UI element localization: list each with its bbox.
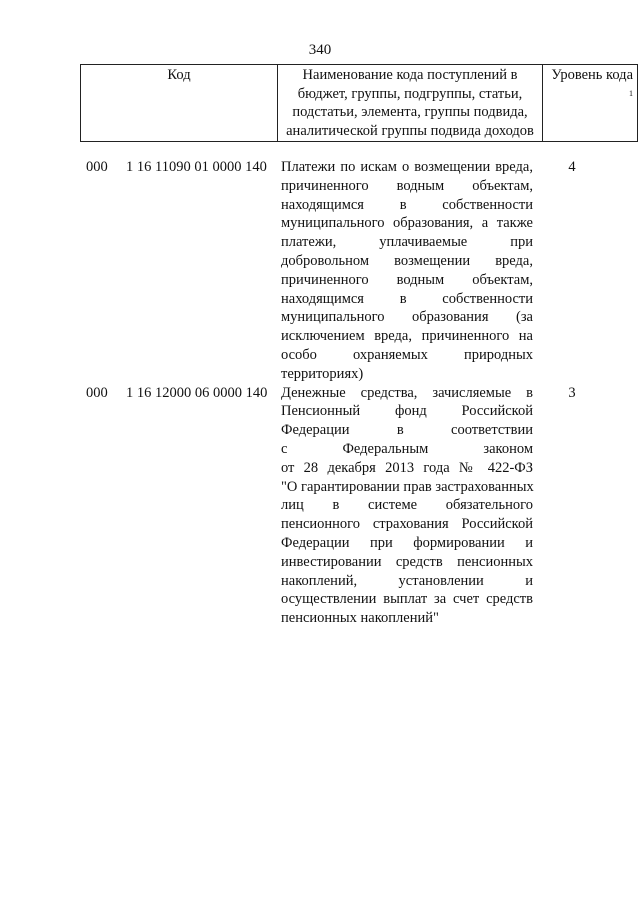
income-name	[281, 384, 533, 628]
income-name-line: накоплений, установлении и	[281, 572, 533, 589]
income-name-line: исключением вреда, причиненного на	[281, 328, 533, 345]
table-row	[80, 384, 610, 628]
income-name-line: Платежи по искам о возмещении вреда,	[281, 159, 533, 175]
income-name-line: инвестировании средств пенсионных	[281, 553, 533, 570]
income-name-line: пенсионного страхования Российской	[281, 516, 533, 533]
income-name	[281, 158, 533, 384]
income-name-line: платежи, уплачиваемые при	[281, 234, 533, 251]
income-name-line: от 28 декабря 2013 года № 422-ФЗ	[281, 459, 533, 476]
header-name-label: Наименование кода поступлений в бюджет, группы, подгруппы, статьи, подстатьи, элемента, группы подвида, аналитической группы подвида доходов	[286, 67, 534, 139]
income-name-line: территориях)	[281, 365, 364, 382]
income-name-line: пенсионных накоплений"	[281, 610, 439, 627]
header-level	[543, 65, 638, 142]
code-level: 3	[568, 384, 576, 401]
income-name-line: причиненного водным объектам,	[281, 271, 533, 288]
income-name-line: муниципального образования, а также	[281, 215, 533, 232]
admin-code: 000	[86, 159, 108, 175]
income-name-line: муниципального образования (за	[281, 309, 533, 326]
header-name	[278, 65, 543, 142]
income-name-line: Федерации при формировании и	[281, 534, 533, 551]
income-name-line: с Федеральным законом	[281, 440, 533, 457]
table-row	[80, 158, 610, 384]
budget-code: 1 16 11090 01 0000 140	[126, 159, 267, 175]
income-name-line: Денежные средства, зачисляемые в	[281, 384, 533, 401]
table-body	[80, 158, 610, 628]
income-name-line: находящимся в собственности	[281, 290, 533, 307]
code-level: 4	[568, 159, 576, 175]
income-name-line: осуществлении выплат за счет средств	[281, 591, 533, 608]
budget-code: 1 16 12000 06 0000 140	[126, 384, 268, 401]
page-number: 340	[308, 42, 332, 58]
header-code	[81, 65, 278, 142]
income-name-line: особо охраняемых природных	[281, 346, 533, 363]
admin-code: 000	[86, 384, 108, 401]
income-name-line: Федерации в соответствии	[281, 422, 533, 439]
income-name-line: находящимся в собственности	[281, 196, 533, 213]
header-level-label: Уровень кода	[551, 67, 633, 83]
footnote-marker: 1	[629, 88, 633, 98]
income-name-line: лиц в системе обязательного	[281, 497, 533, 514]
table-header	[80, 64, 638, 142]
income-name-line: Пенсионный фонд Российской	[281, 403, 533, 420]
header-code-label: Код	[167, 67, 191, 83]
income-name-line: причиненного водным объектам,	[281, 177, 533, 194]
income-name-line: "О гарантировании прав застрахованных	[281, 478, 534, 495]
income-name-line: добровольном возмещении вреда,	[281, 252, 533, 269]
